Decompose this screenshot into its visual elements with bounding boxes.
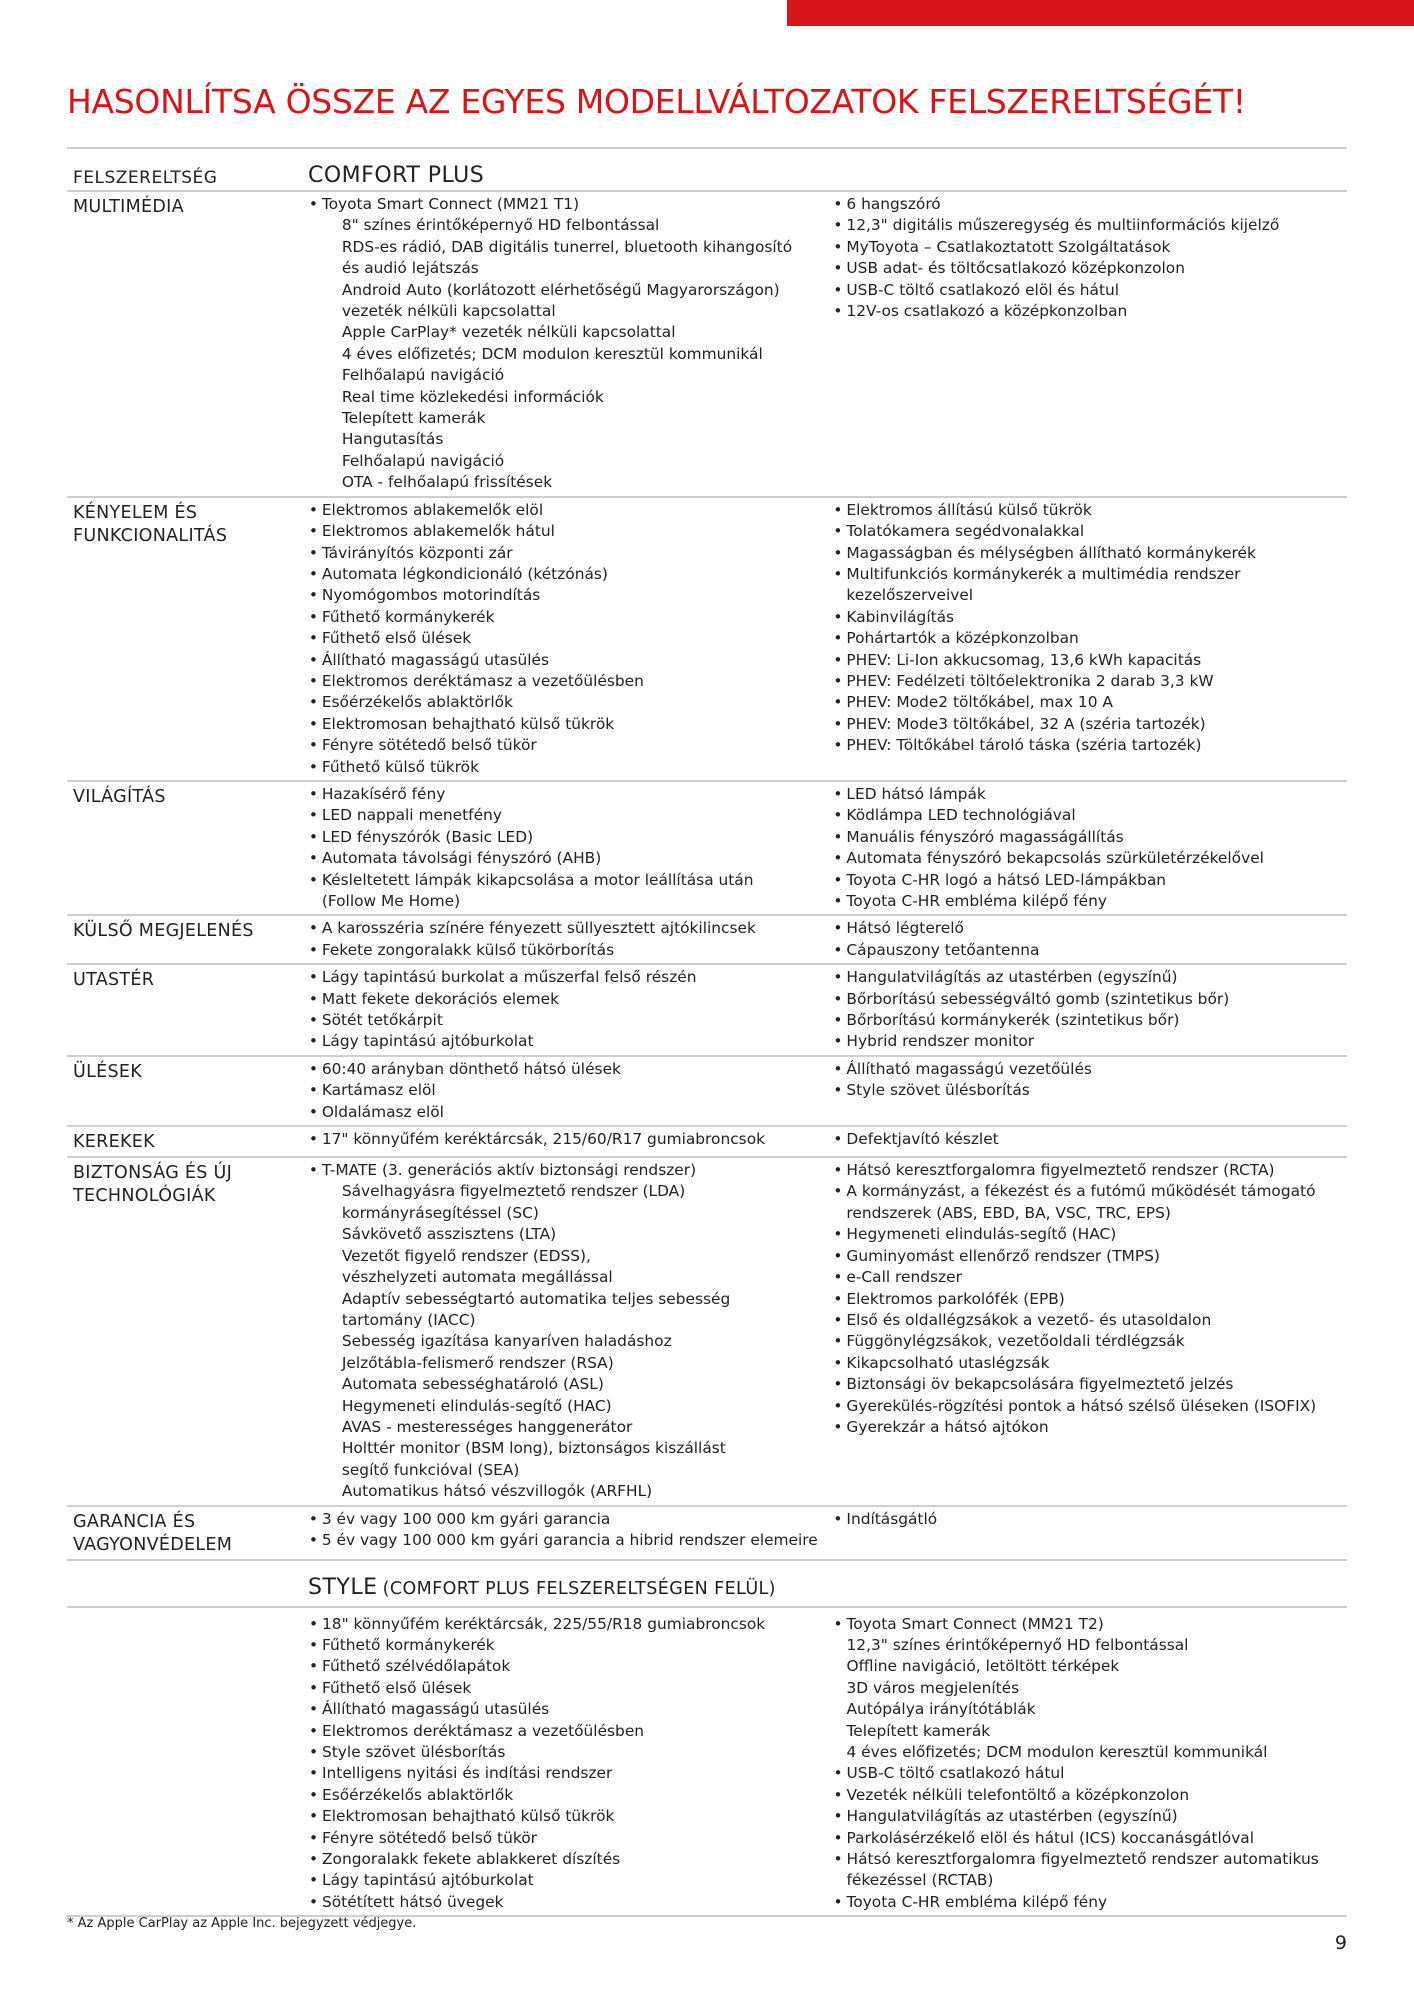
list-subitem: 3D város megjelenítés — [846, 1678, 1020, 1697]
list-item: • A kormányzást, a fékezést és a futómű működését támogató — [832, 1181, 1347, 1202]
list-item: • USB-C töltő csatlakozó hátul — [833, 1763, 1348, 1784]
list-item: • Vezeték nélküli telefontöltő a középkonzolon — [833, 1785, 1348, 1806]
list-item: • Pohártartók a középkonzolban — [832, 628, 1347, 649]
list-item: • Biztonsági öv bekapcsolására figyelmeztető jelzés — [832, 1374, 1347, 1395]
right-column — [832, 500, 1347, 778]
list-item: • 3 év vagy 100 000 km gyári garancia — [308, 1509, 833, 1530]
table-row — [67, 1057, 1347, 1127]
style-right-column — [833, 1614, 1348, 1914]
list-item: • Esőérzékelős ablaktörlők — [308, 1785, 833, 1806]
list-subitem: kormányrásegítéssel (SC) — [341, 1203, 539, 1222]
list-subitem: Felhőalapú navigáció — [341, 366, 505, 385]
list-item: • Elektromosan behajtható külső tükrök — [308, 714, 833, 735]
list-item: • Kabinvilágítás — [832, 607, 1347, 628]
list-subitem: OTA - felhőalapú frissítések — [341, 473, 553, 492]
right-column — [832, 1509, 1347, 1557]
list-item: • Gyerekülés-rögzítési pontok a hátsó szélső üléseken (ISOFIX) — [832, 1396, 1347, 1417]
list-subitem: Automata sebességhatároló (ASL) — [341, 1375, 604, 1394]
table-header — [67, 147, 1347, 192]
list-item: • Guminyomást ellenőrző rendszer (TMPS) — [832, 1246, 1347, 1267]
list-item: • Fűthető kormánykerék — [308, 607, 833, 628]
list-subitem: Hangutasítás — [341, 430, 444, 449]
list-item: • Nyomógombos motorindítás — [308, 585, 833, 606]
list-item: • Magasságban és mélységben állítható kormánykerék — [832, 543, 1347, 564]
list-subitem: 4 éves előfizetés; DCM modulon keresztül kommunikál — [341, 344, 763, 363]
left-column — [308, 1160, 833, 1503]
table-row — [67, 782, 1347, 916]
table-row — [67, 916, 1347, 965]
table-row — [67, 1158, 1347, 1507]
list-item: • Tolatókamera segédvonalakkal — [832, 521, 1347, 542]
list-item: • Intelligens nyitási és indítási rendszer — [308, 1763, 833, 1784]
list-item: • Fényre sötétedő belső tükör — [308, 735, 833, 756]
list-item: • PHEV: Li-Ion akkucsomag, 13,6 kWh kapacitás — [832, 650, 1347, 671]
list-subitem: Offline navigáció, letöltött térképek — [846, 1657, 1120, 1676]
table-row — [67, 1127, 1347, 1158]
list-item: • Indításgátló — [832, 1509, 1347, 1530]
list-subitem: Hegymeneti elindulás-segítő (HAC) — [341, 1396, 612, 1415]
list-subitem: Sávelhagyásra figyelmeztető rendszer (LDA) — [341, 1182, 686, 1201]
list-item: • 17" könnyűfém keréktárcsák, 215/60/R17 gumiabroncsok — [308, 1129, 833, 1150]
list-item: • Automata távolsági fényszóró (AHB) — [308, 848, 833, 869]
list-item: • Style szövet ülésborítás — [832, 1080, 1347, 1101]
list-item: • 18" könnyűfém keréktárcsák, 225/55/R18 gumiabroncsok — [308, 1614, 833, 1635]
list-item: • Style szövet ülésborítás — [308, 1742, 833, 1763]
list-item: • Állítható magasságú utasülés — [308, 650, 833, 671]
left-column — [308, 194, 833, 494]
list-item: • USB adat- és töltőcsatlakozó középkonzolon — [832, 258, 1347, 279]
category-label: VILÁGÍTÁS — [73, 786, 166, 807]
list-item: • Toyota C-HR logó a hátsó LED-lámpákban — [832, 870, 1347, 891]
list-subitem: Apple CarPlay* vezeték nélküli kapcsolattal — [341, 323, 676, 342]
list-item: • Hátsó légterelő — [832, 918, 1347, 939]
category-label: KÜLSŐ MEGJELENÉS — [73, 921, 254, 942]
list-item: • Hazakísérő fény — [308, 784, 833, 805]
list-item: • Távirányítós központi zár — [308, 543, 833, 564]
list-item: • Sötét tetőkárpit — [308, 1010, 833, 1031]
list-item: • Defektjavító készlet — [832, 1129, 1347, 1150]
list-item: • Esőérzékelős ablaktörlők — [308, 692, 833, 713]
list-item: • PHEV: Mode3 töltőkábel, 32 A (széria tartozék) — [832, 714, 1347, 735]
list-item: • Cápauszony tetőantenna — [832, 940, 1347, 961]
category-label: BIZTONSÁG ÉS ÚJ TECHNOLÓGIÁK — [73, 1163, 233, 1207]
right-column — [832, 1160, 1347, 1503]
list-subitem: 12,3" színes érintőképernyő HD felbontással — [846, 1635, 1189, 1654]
list-item: • Hangulatvilágítás az utastérben (egyszínű) — [832, 967, 1347, 988]
list-subitem: vészhelyzeti automata megállással — [341, 1268, 613, 1287]
left-column — [308, 967, 833, 1053]
list-item: • Állítható magasságú vezetőülés — [832, 1059, 1347, 1080]
list-subitem: kezelőszerveivel — [846, 586, 974, 605]
list-subitem: Sebesség igazítása kanyaríven haladáshoz — [341, 1332, 672, 1351]
list-item: • Hangulatvilágítás az utastérben (egyszínű) — [833, 1806, 1348, 1827]
list-subitem: Telepített kamerák — [846, 1721, 991, 1740]
list-item: • Elektromos deréktámasz a vezetőülésben — [308, 671, 833, 692]
list-item: • PHEV: Töltőkábel tároló táska (széria tartozék) — [832, 735, 1347, 756]
list-item: • Elektromos ablakemelők hátul — [308, 521, 833, 542]
list-item: • Lágy tapintású ajtóburkolat — [308, 1870, 833, 1891]
category-label: ÜLÉSEK — [73, 1061, 143, 1082]
category-label: MULTIMÉDIA — [73, 197, 184, 217]
list-subitem: és audió lejátszás — [341, 259, 479, 278]
list-item: • Fekete zongoralakk külső tükörborítás — [308, 940, 833, 961]
list-subitem: rendszerek (ABS, EBD, BA, VSC, TRC, EPS) — [846, 1203, 1171, 1222]
list-subitem: Holttér monitor (BSM long), biztonságos kiszállást — [341, 1439, 726, 1458]
list-item: • Bőrborítású sebességváltó gomb (szintetikus bőr) — [832, 989, 1347, 1010]
left-column — [308, 918, 833, 961]
list-item: • Multifunkciós kormánykerék a multimédia rendszer — [832, 564, 1347, 585]
list-item: • PHEV: Mode2 töltőkábel, max 10 A — [832, 692, 1347, 713]
list-item: • Hátsó keresztforgalomra figyelmeztető rendszer (RCTA) — [832, 1160, 1347, 1181]
list-item: • MyToyota – Csatlakoztatott Szolgáltatások — [832, 237, 1347, 258]
list-subitem: RDS-es rádió, DAB digitális tunerrel, bluetooth kihangosító — [341, 237, 793, 256]
table-row — [67, 498, 1347, 782]
right-column — [832, 1059, 1347, 1123]
list-subitem: (Follow Me Home) — [321, 892, 461, 910]
left-column — [308, 1129, 833, 1154]
page-number: 9 — [1334, 1932, 1347, 1954]
list-item: • Fűthető szélvédőlapátok — [308, 1656, 833, 1677]
footnote: * Az Apple CarPlay az Apple Inc. bejegyzett védjegye. — [67, 1916, 417, 1931]
style-header — [67, 1561, 1347, 1608]
list-item: • Késleltetett lámpák kikapcsolása a motor leállítása után — [308, 870, 833, 891]
list-item: • Toyota Smart Connect (MM21 T1) — [308, 194, 833, 215]
list-item: • Elektromos állítású külső tükrök — [832, 500, 1347, 521]
category-label: KEREKEK — [73, 1132, 155, 1153]
list-item: • 12V-os csatlakozó a középkonzolban — [832, 301, 1347, 322]
category-label: UTASTÉR — [73, 970, 155, 991]
list-item: • Zongoralakk fekete ablakkeret díszítés — [308, 1849, 833, 1870]
list-item: • Ködlámpa LED technológiával — [832, 805, 1347, 826]
list-item: • Hybrid rendszer monitor — [832, 1031, 1347, 1052]
list-item: • Parkolásérzékelő elöl és hátul (ICS) koccanásgátlóval — [833, 1828, 1348, 1849]
list-subitem: 4 éves előfizetés; DCM modulon keresztül kommunikál — [846, 1743, 1268, 1761]
list-subitem: Autópálya irányítótáblák — [846, 1700, 1036, 1719]
list-subitem: tartomány (IACC) — [341, 1310, 476, 1329]
style-section — [67, 1608, 1347, 1918]
list-item: • Hátsó keresztforgalomra figyelmeztető rendszer automatikus — [833, 1849, 1348, 1870]
category-label: KÉNYELEM ÉS FUNKCIONALITÁS — [73, 502, 228, 546]
list-subitem: Sávkövető asszisztens (LTA) — [341, 1225, 557, 1244]
list-item: • e-Call rendszer — [832, 1267, 1347, 1288]
list-item: • Elektromos deréktámasz a vezetőülésben — [308, 1721, 833, 1742]
left-column — [308, 500, 833, 778]
list-item: • Kartámasz elöl — [308, 1080, 833, 1101]
list-subitem: Jelzőtábla-felismerő rendszer (RSA) — [341, 1353, 614, 1372]
category-label: GARANCIA ÉS VAGYONVÉDELEM — [73, 1511, 233, 1555]
list-item: • Toyota C-HR embléma kilépő fény — [832, 891, 1347, 912]
list-item: • Fényre sötétedő belső tükör — [308, 1828, 833, 1849]
list-item: • Kikapcsolható utaslégzsák — [832, 1353, 1347, 1374]
list-item: • 5 év vagy 100 000 km gyári garancia a hibrid rendszer elemeire — [308, 1530, 833, 1551]
list-item: • T-MATE (3. generációs aktív biztonsági rendszer) — [308, 1160, 833, 1181]
list-item: • Sötétített hátsó üvegek — [308, 1892, 833, 1913]
right-column — [832, 918, 1347, 961]
list-item: • Gyerekzár a hátsó ajtókon — [832, 1417, 1347, 1438]
list-item: • Matt fekete dekorációs elemek — [308, 989, 833, 1010]
table-row — [67, 1507, 1347, 1561]
list-item: • Toyota Smart Connect (MM21 T2) — [833, 1614, 1348, 1635]
list-subitem: 8" színes érintőképernyő HD felbontással — [341, 216, 660, 235]
list-item: • USB-C töltő csatlakozó elöl és hátul — [832, 280, 1347, 301]
list-item: • LED nappali menetfény — [308, 805, 833, 826]
list-item: • PHEV: Fedélzeti töltőelektronika 2 darab 3,3 kW — [832, 671, 1347, 692]
list-item: • Fűthető kormánykerék — [308, 1635, 833, 1656]
list-item: • Automata fényszóró bekapcsolás szürkületérzékelővel — [832, 848, 1347, 869]
style-left-column — [308, 1614, 833, 1914]
table-row — [67, 965, 1347, 1057]
list-item: • Elektromosan behajtható külső tükrök — [308, 1806, 833, 1827]
right-column — [832, 967, 1347, 1053]
list-subitem: vezeték nélküli kapcsolattal — [341, 302, 556, 321]
left-column — [308, 1509, 833, 1557]
list-item: • 6 hangszóró — [832, 194, 1347, 215]
list-subitem: segítő funkcióval (SEA) — [341, 1460, 520, 1479]
right-column — [832, 784, 1347, 912]
style-note: (COMFORT PLUS FELSZERELTSÉGEN FELÜL) — [382, 1578, 776, 1599]
list-item: • Automata légkondicionáló (kétzónás) — [308, 564, 833, 585]
accent-bar — [787, 0, 1414, 26]
list-subitem: Adaptív sebességtartó automatika teljes sebesség — [341, 1289, 731, 1308]
list-item: • Fűthető első ülések — [308, 1678, 833, 1699]
style-title: STYLE — [308, 1574, 378, 1600]
list-item: • Toyota C-HR embléma kilépő fény — [833, 1892, 1348, 1913]
list-subitem: Automatikus hátsó vészvillogók (ARFHL) — [341, 1482, 653, 1501]
right-column — [832, 194, 1347, 494]
list-item: • Elektromos ablakemelők elöl — [308, 500, 833, 521]
page-title: HASONLÍTSA ÖSSZE AZ EGYES MODELLVÁLTOZATOK FELSZERELTSÉGÉT! — [67, 82, 1246, 121]
table-row — [67, 192, 1347, 498]
list-item: • 60:40 arányban dönthető hátsó ülések — [308, 1059, 833, 1080]
table-body — [67, 192, 1347, 1561]
list-item: • Bőrborítású kormánykerék (szintetikus bőr) — [832, 1010, 1347, 1031]
left-column — [308, 784, 833, 912]
list-item: • Lágy tapintású ajtóburkolat — [308, 1031, 833, 1052]
list-subitem: Telepített kamerák — [341, 409, 486, 428]
list-item: • A karosszéria színére fényezett süllyesztett ajtókilincsek — [308, 918, 833, 939]
comparison-table — [67, 147, 1347, 1917]
list-item: • Elektromos parkolófék (EPB) — [832, 1289, 1347, 1310]
list-item: • Első és oldallégzsákok a vezető- és utasoldalon — [832, 1310, 1347, 1331]
list-item: • LED fényszórók (Basic LED) — [308, 827, 833, 848]
list-item: • Függönylégzsákok, vezetőoldali térdlégzsák — [832, 1331, 1347, 1352]
trim-title: COMFORT PLUS — [308, 163, 485, 188]
list-subitem: AVAS - mesterességes hanggenerátor — [341, 1417, 633, 1436]
list-item: • Lágy tapintású burkolat a műszerfal felső részén — [308, 967, 833, 988]
list-subitem: Android Auto (korlátozott elérhetőségű Magyarországon) — [341, 280, 780, 299]
list-item: • LED hátsó lámpák — [832, 784, 1347, 805]
list-item: • Fűthető első ülések — [308, 628, 833, 649]
list-item: • Hegymeneti elindulás-segítő (HAC) — [832, 1224, 1347, 1245]
right-column — [832, 1129, 1347, 1154]
list-subitem: fékezéssel (RCTAB) — [846, 1871, 994, 1890]
list-item: • Fűthető külső tükrök — [308, 757, 833, 778]
list-subitem: Real time közlekedési információk — [341, 387, 604, 406]
header-label: FELSZERELTSÉG — [73, 168, 218, 188]
list-subitem: Felhőalapú navigáció — [341, 451, 505, 470]
list-item: • Manuális fényszóró magasságállítás — [832, 827, 1347, 848]
list-subitem: Vezetőt figyelő rendszer (EDSS), — [341, 1246, 591, 1265]
list-item: • 12,3" digitális műszeregység és multiinformációs kijelző — [832, 215, 1347, 236]
left-column — [308, 1059, 833, 1123]
list-item: • Oldalámasz elöl — [308, 1102, 833, 1123]
list-item: • Állítható magasságú utasülés — [308, 1699, 833, 1720]
